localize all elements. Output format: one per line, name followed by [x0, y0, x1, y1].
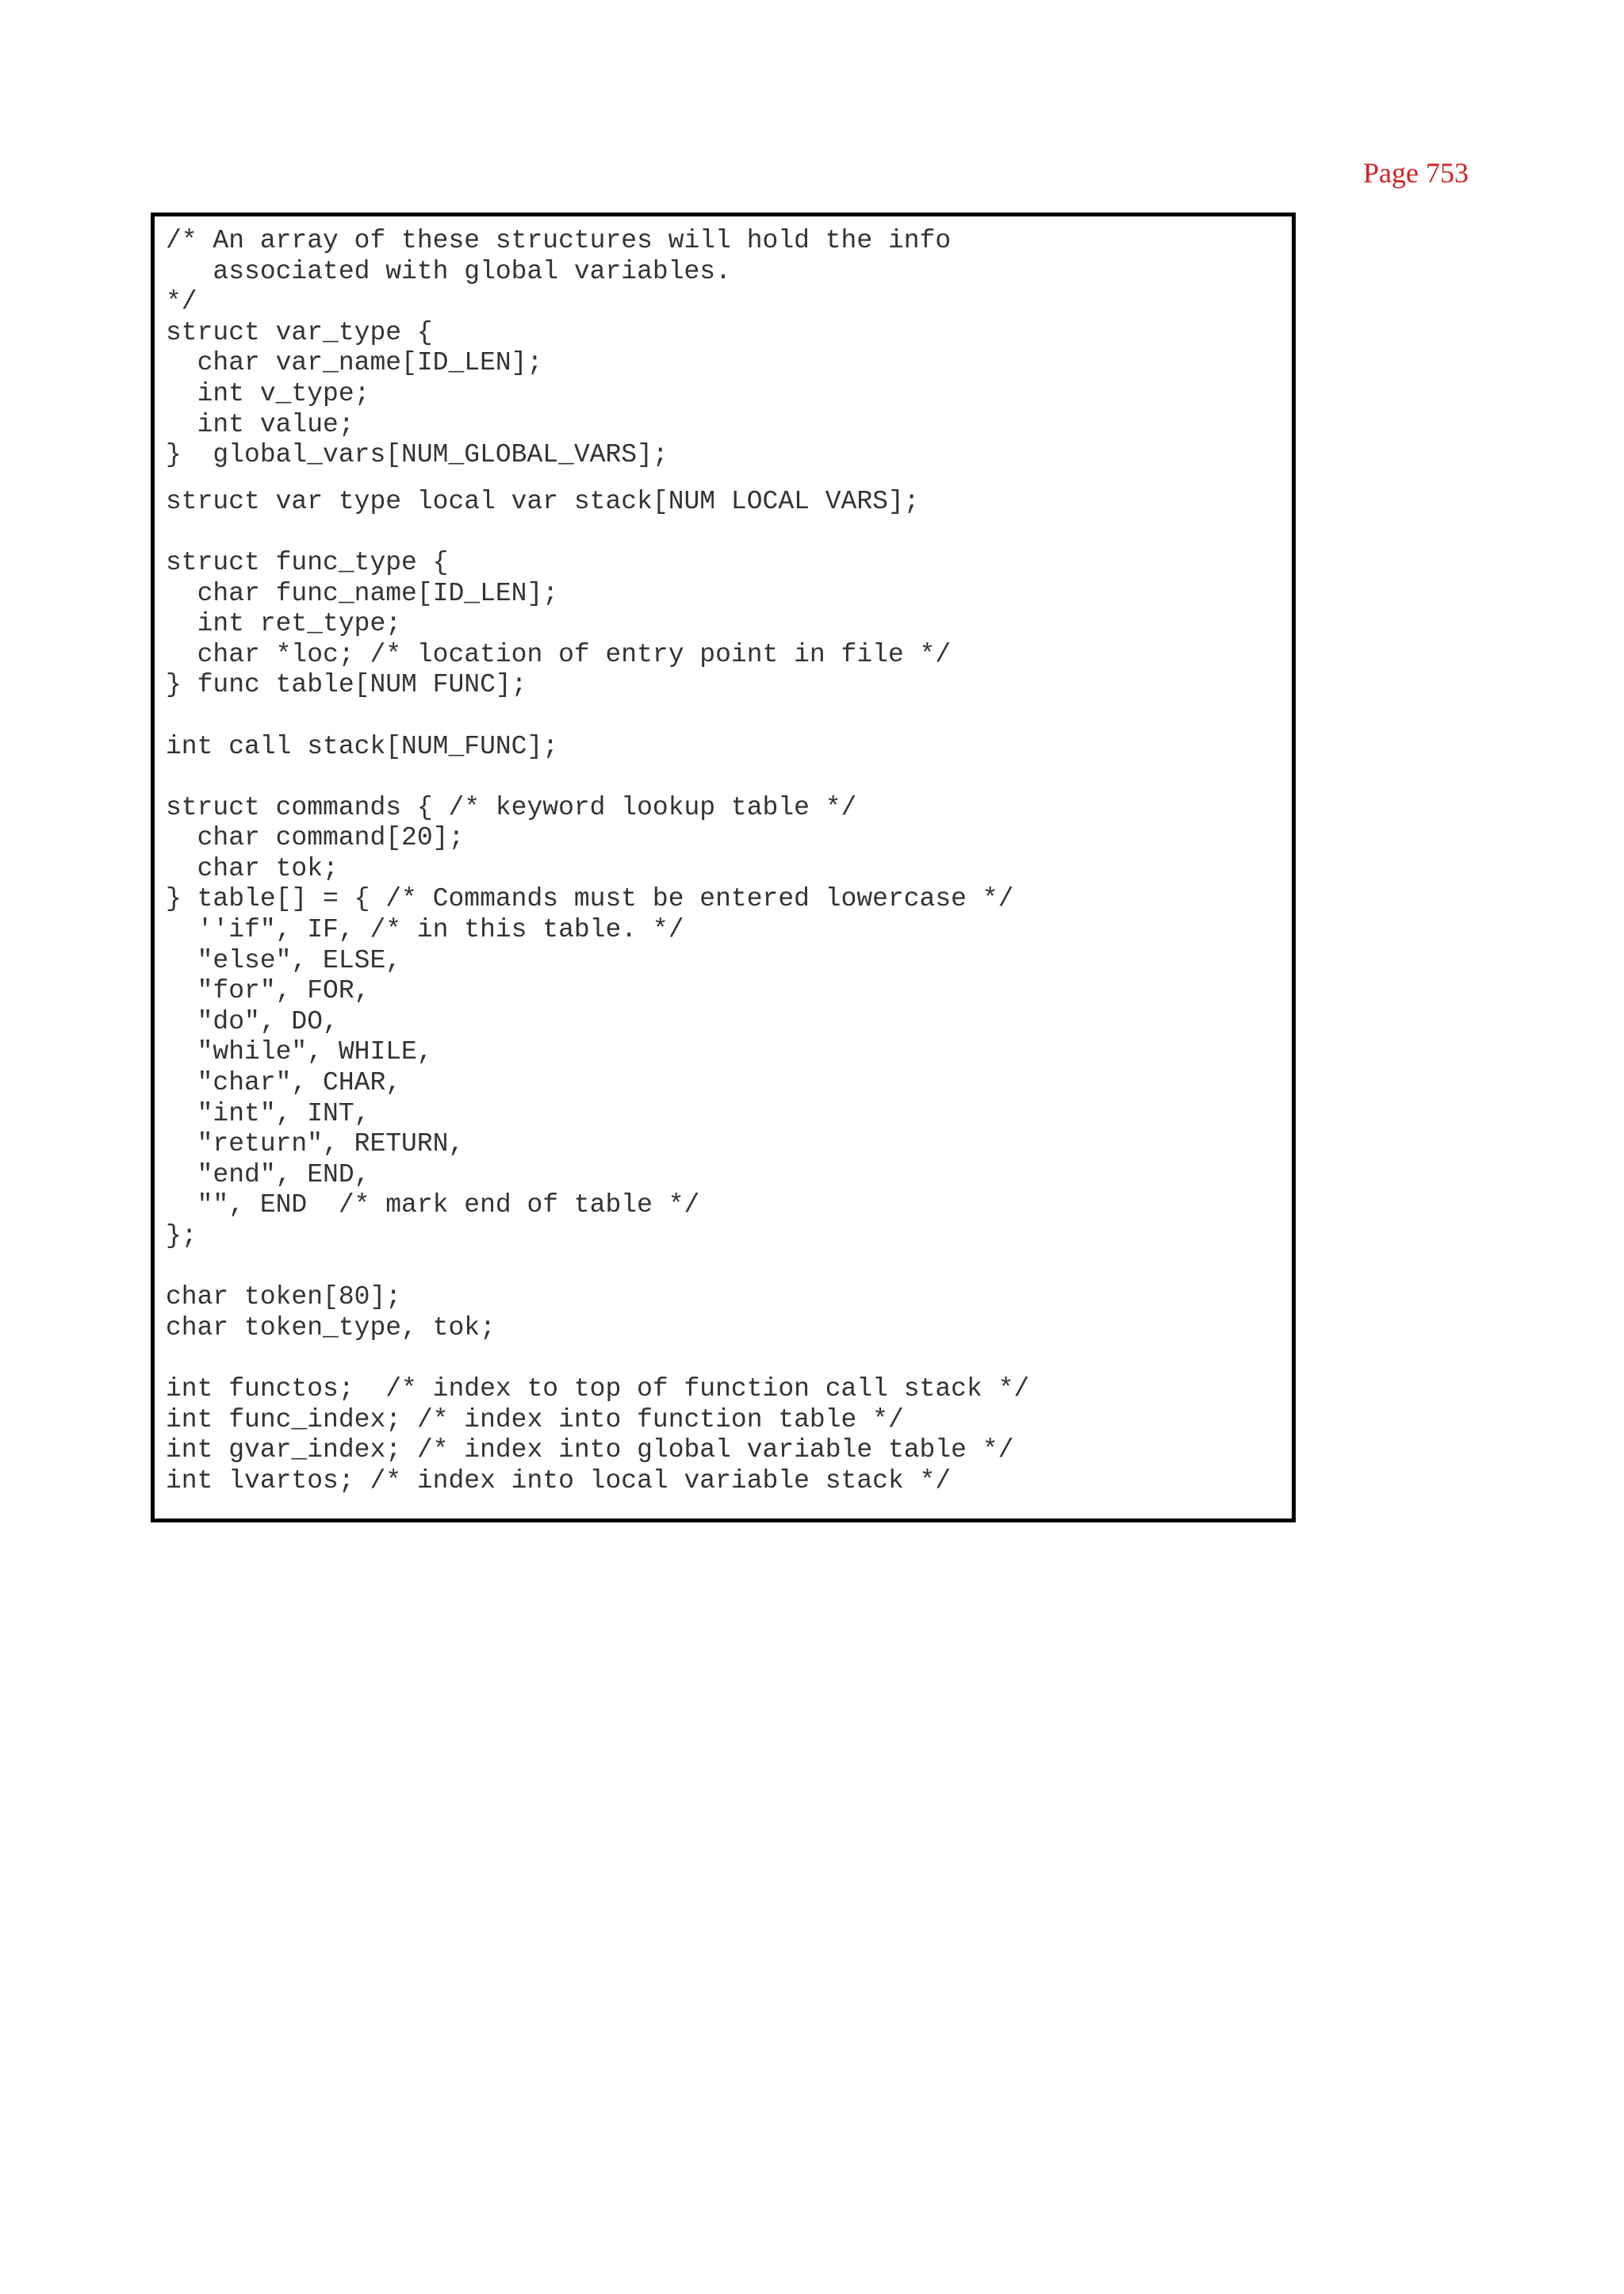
code-line: int gvar_index; /* index into global variable table */	[166, 1435, 1014, 1465]
code-line: struct var_type {	[166, 317, 433, 347]
code-listing	[166, 226, 1292, 1496]
code-line: "for", FOR,	[166, 976, 370, 1006]
code-line: } global_vars[NUM_GLOBAL_VARS];	[166, 440, 668, 470]
code-line: int ret_type;	[166, 609, 402, 639]
code-line	[166, 517, 1292, 548]
code-line: char *loc; /* location of entry point in file */	[166, 639, 952, 669]
code-line: int functos; /* index to top of function call stack */	[166, 1373, 1030, 1404]
code-line: char token_type, tok;	[166, 1312, 496, 1342]
code-line	[166, 1343, 1292, 1374]
code-line: "do", DO,	[166, 1006, 339, 1036]
code-line: char token[80];	[166, 1282, 402, 1312]
code-listing-box	[151, 213, 1296, 1522]
code-line: int call stack[NUM_FUNC];	[166, 731, 559, 761]
code-line: int func_index; /* index into function table */	[166, 1404, 904, 1434]
code-line: int v_type;	[166, 378, 370, 408]
code-line: char func_name[ID_LEN];	[166, 578, 559, 608]
code-line: int lvartos; /* index into local variable stack */	[166, 1465, 952, 1496]
code-line: "else", ELSE,	[166, 945, 402, 975]
code-line: /* An array of these structures will hold the info	[166, 226, 952, 255]
code-line: } table[] = { /* Commands must be entered lowercase */	[166, 884, 1014, 914]
code-line: "char", CHAR,	[166, 1068, 402, 1098]
code-line: int value;	[166, 409, 354, 439]
code-line: } func table[NUM FUNC];	[166, 670, 527, 700]
page-number: Page 753	[1363, 157, 1469, 189]
code-line: */	[166, 287, 197, 317]
code-line: char command[20];	[166, 823, 465, 853]
code-line	[166, 762, 1292, 793]
code-line	[166, 701, 1292, 732]
code-line	[166, 1252, 1292, 1283]
code-line: "return", RETURN,	[166, 1129, 465, 1159]
code-line: char var_name[ID_LEN];	[166, 348, 543, 378]
code-line: char tok;	[166, 853, 339, 883]
code-line: "int", INT,	[166, 1098, 370, 1128]
code-line: struct commands { /* keyword lookup table */	[166, 792, 857, 822]
code-line: struct var type local var stack[NUM LOCAL VARS];	[166, 486, 920, 516]
code-line: associated with global variables.	[166, 256, 731, 286]
code-line: };	[166, 1221, 197, 1250]
code-line: struct func_type {	[166, 547, 449, 577]
code-line: ''if", IF, /* in this table. */	[166, 915, 684, 945]
code-line: "while", WHILE,	[166, 1037, 433, 1067]
code-line: "", END /* mark end of table */	[166, 1190, 700, 1220]
code-line: "end", END,	[166, 1159, 370, 1189]
